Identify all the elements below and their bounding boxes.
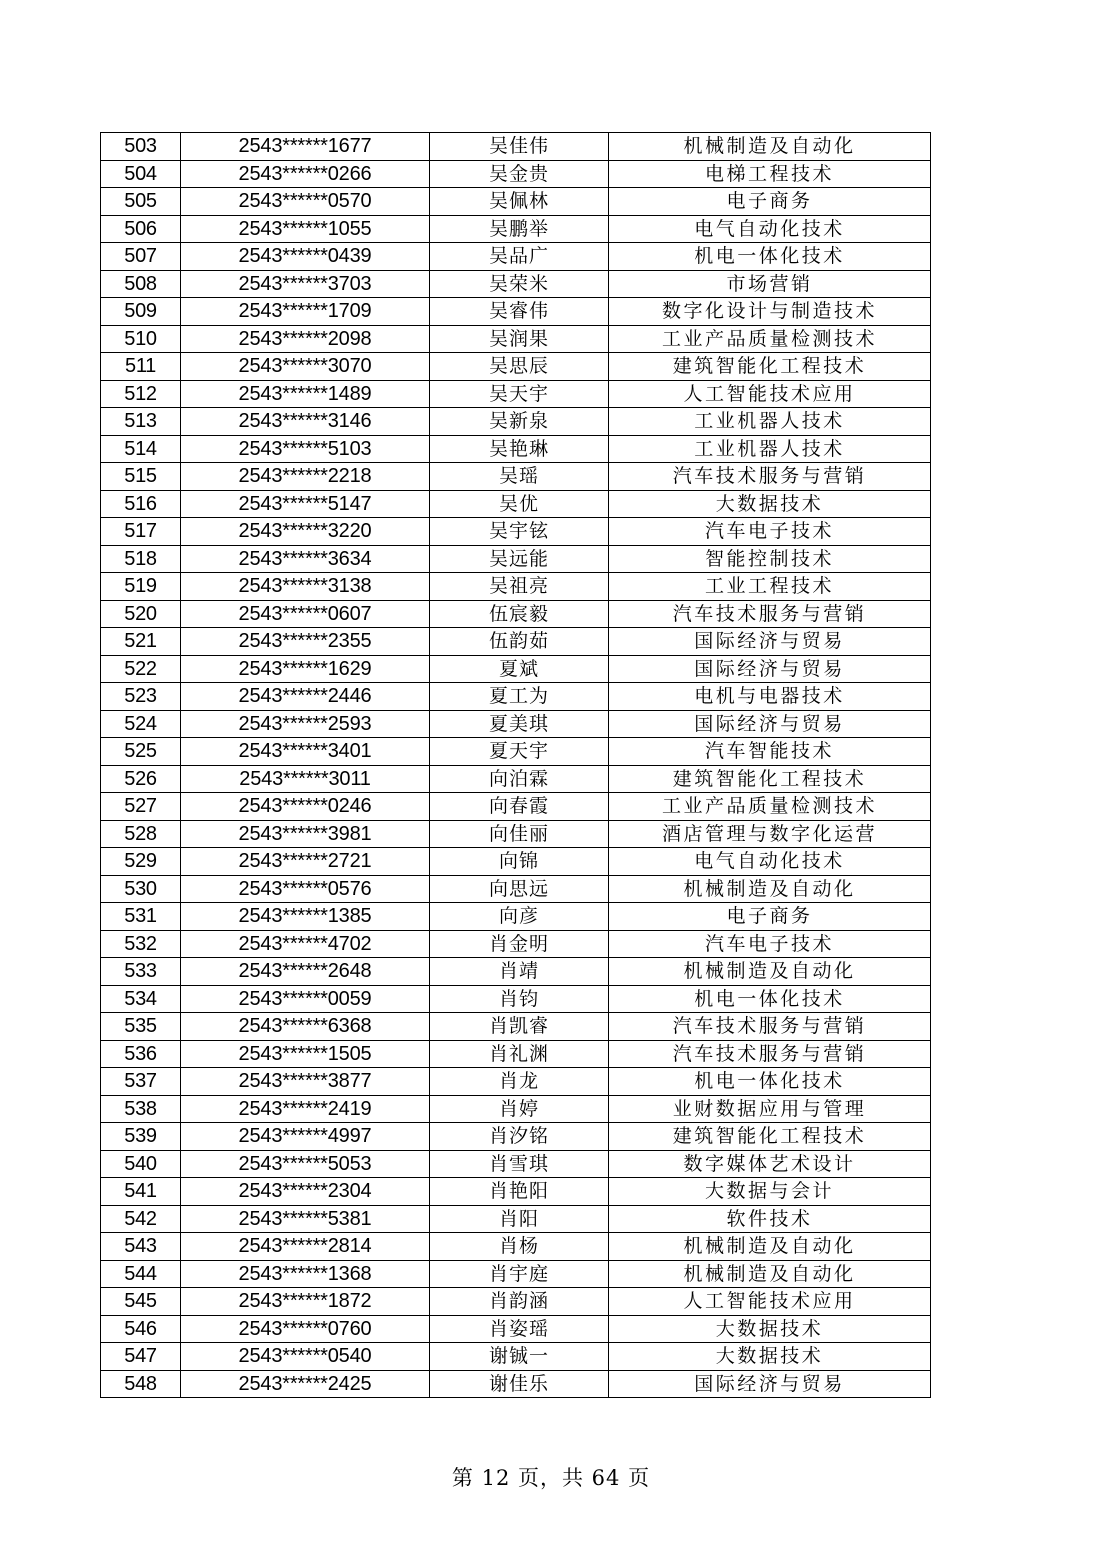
table-row <box>101 793 931 821</box>
row-number-cell: 510 <box>101 325 181 353</box>
row-number-cell: 533 <box>101 958 181 986</box>
row-number-cell: 538 <box>101 1095 181 1123</box>
table-row <box>101 600 931 628</box>
name-cell: 谢佳乐 <box>430 1370 609 1398</box>
major-cell: 电气自动化技术 <box>609 848 931 876</box>
table-row <box>101 215 931 243</box>
major-cell: 机械制造及自动化 <box>609 133 931 161</box>
major-cell: 大数据技术 <box>609 490 931 518</box>
id-number-cell: 2543******5053 <box>181 1150 430 1178</box>
id-number-cell: 2543******6368 <box>181 1013 430 1041</box>
id-number-cell: 2543******3401 <box>181 738 430 766</box>
row-number-cell: 524 <box>101 710 181 738</box>
id-number-cell: 2543******4997 <box>181 1123 430 1151</box>
major-cell: 电子商务 <box>609 188 931 216</box>
name-cell: 肖艳阳 <box>430 1178 609 1206</box>
id-number-cell: 2543******2419 <box>181 1095 430 1123</box>
name-cell: 谢铖一 <box>430 1343 609 1371</box>
id-number-cell: 2543******0266 <box>181 160 430 188</box>
row-number-cell: 505 <box>101 188 181 216</box>
table-row <box>101 1370 931 1398</box>
table-row <box>101 1233 931 1261</box>
table-row <box>101 1068 931 1096</box>
table-row <box>101 1288 931 1316</box>
major-cell: 汽车电子技术 <box>609 930 931 958</box>
row-number-cell: 517 <box>101 518 181 546</box>
id-number-cell: 2543******2425 <box>181 1370 430 1398</box>
major-cell: 数字化设计与制造技术 <box>609 298 931 326</box>
name-cell: 肖汐铭 <box>430 1123 609 1151</box>
major-cell: 电气自动化技术 <box>609 215 931 243</box>
id-number-cell: 2543******1368 <box>181 1260 430 1288</box>
id-number-cell: 2543******0760 <box>181 1315 430 1343</box>
name-cell: 向佳丽 <box>430 820 609 848</box>
table-row <box>101 1205 931 1233</box>
major-cell: 电梯工程技术 <box>609 160 931 188</box>
major-cell: 电子商务 <box>609 903 931 931</box>
roster-table <box>100 132 931 1398</box>
major-cell: 机械制造及自动化 <box>609 875 931 903</box>
major-cell: 汽车技术服务与营销 <box>609 463 931 491</box>
row-number-cell: 547 <box>101 1343 181 1371</box>
id-number-cell: 2543******2446 <box>181 683 430 711</box>
name-cell: 吴新泉 <box>430 408 609 436</box>
id-number-cell: 2543******0246 <box>181 793 430 821</box>
name-cell: 吴优 <box>430 490 609 518</box>
table-row <box>101 325 931 353</box>
row-number-cell: 508 <box>101 270 181 298</box>
major-cell: 机械制造及自动化 <box>609 1260 931 1288</box>
row-number-cell: 515 <box>101 463 181 491</box>
major-cell: 机电一体化技术 <box>609 243 931 271</box>
row-number-cell: 542 <box>101 1205 181 1233</box>
row-number-cell: 541 <box>101 1178 181 1206</box>
major-cell: 机电一体化技术 <box>609 1068 931 1096</box>
table-row <box>101 985 931 1013</box>
name-cell: 夏工为 <box>430 683 609 711</box>
major-cell: 工业产品质量检测技术 <box>609 793 931 821</box>
row-number-cell: 504 <box>101 160 181 188</box>
name-cell: 肖阳 <box>430 1205 609 1233</box>
table-row <box>101 820 931 848</box>
name-cell: 向彦 <box>430 903 609 931</box>
table-row <box>101 573 931 601</box>
name-cell: 肖金明 <box>430 930 609 958</box>
row-number-cell: 532 <box>101 930 181 958</box>
name-cell: 肖靖 <box>430 958 609 986</box>
name-cell: 向春霞 <box>430 793 609 821</box>
name-cell: 肖姿瑶 <box>430 1315 609 1343</box>
name-cell: 肖韵涵 <box>430 1288 609 1316</box>
name-cell: 肖雪琪 <box>430 1150 609 1178</box>
name-cell: 吴佩林 <box>430 188 609 216</box>
id-number-cell: 2543******2593 <box>181 710 430 738</box>
major-cell: 国际经济与贸易 <box>609 628 931 656</box>
name-cell: 肖婷 <box>430 1095 609 1123</box>
row-number-cell: 507 <box>101 243 181 271</box>
id-number-cell: 2543******1505 <box>181 1040 430 1068</box>
name-cell: 吴瑶 <box>430 463 609 491</box>
row-number-cell: 540 <box>101 1150 181 1178</box>
table-row <box>101 1150 931 1178</box>
name-cell: 肖钧 <box>430 985 609 1013</box>
row-number-cell: 529 <box>101 848 181 876</box>
id-number-cell: 2543******3877 <box>181 1068 430 1096</box>
row-number-cell: 519 <box>101 573 181 601</box>
id-number-cell: 2543******1055 <box>181 215 430 243</box>
table-row <box>101 380 931 408</box>
name-cell: 吴艳琳 <box>430 435 609 463</box>
row-number-cell: 537 <box>101 1068 181 1096</box>
major-cell: 数字媒体艺术设计 <box>609 1150 931 1178</box>
table-row <box>101 765 931 793</box>
id-number-cell: 2543******3220 <box>181 518 430 546</box>
row-number-cell: 543 <box>101 1233 181 1261</box>
major-cell: 市场营销 <box>609 270 931 298</box>
major-cell: 工业机器人技术 <box>609 408 931 436</box>
id-number-cell: 2543******2814 <box>181 1233 430 1261</box>
major-cell: 工业产品质量检测技术 <box>609 325 931 353</box>
row-number-cell: 520 <box>101 600 181 628</box>
name-cell: 伍宸毅 <box>430 600 609 628</box>
id-number-cell: 2543******2304 <box>181 1178 430 1206</box>
table-row <box>101 1123 931 1151</box>
name-cell: 肖龙 <box>430 1068 609 1096</box>
row-number-cell: 526 <box>101 765 181 793</box>
table-row <box>101 1095 931 1123</box>
major-cell: 工业工程技术 <box>609 573 931 601</box>
row-number-cell: 522 <box>101 655 181 683</box>
row-number-cell: 523 <box>101 683 181 711</box>
table-row <box>101 545 931 573</box>
table-row <box>101 1260 931 1288</box>
row-number-cell: 514 <box>101 435 181 463</box>
row-number-cell: 539 <box>101 1123 181 1151</box>
name-cell: 吴远能 <box>430 545 609 573</box>
major-cell: 汽车电子技术 <box>609 518 931 546</box>
id-number-cell: 2543******2218 <box>181 463 430 491</box>
id-number-cell: 2543******1385 <box>181 903 430 931</box>
major-cell: 电机与电器技术 <box>609 683 931 711</box>
table-row <box>101 353 931 381</box>
id-number-cell: 2543******5147 <box>181 490 430 518</box>
id-number-cell: 2543******2721 <box>181 848 430 876</box>
name-cell: 吴鹏举 <box>430 215 609 243</box>
table-row <box>101 270 931 298</box>
table-row <box>101 930 931 958</box>
name-cell: 吴思辰 <box>430 353 609 381</box>
major-cell: 国际经济与贸易 <box>609 710 931 738</box>
id-number-cell: 2543******3011 <box>181 765 430 793</box>
id-number-cell: 2543******4702 <box>181 930 430 958</box>
table-row <box>101 1178 931 1206</box>
row-number-cell: 516 <box>101 490 181 518</box>
table-row <box>101 655 931 683</box>
roster-table-body <box>101 133 931 1398</box>
name-cell: 夏斌 <box>430 655 609 683</box>
major-cell: 大数据与会计 <box>609 1178 931 1206</box>
id-number-cell: 2543******3634 <box>181 545 430 573</box>
page-footer: 第 12 页，共 64 页 <box>451 1466 651 1490</box>
id-number-cell: 2543******1677 <box>181 133 430 161</box>
table-row <box>101 848 931 876</box>
table-row <box>101 133 931 161</box>
major-cell: 人工智能技术应用 <box>609 380 931 408</box>
major-cell: 大数据技术 <box>609 1315 931 1343</box>
name-cell: 吴宇铉 <box>430 518 609 546</box>
major-cell: 机械制造及自动化 <box>609 958 931 986</box>
row-number-cell: 531 <box>101 903 181 931</box>
table-row <box>101 903 931 931</box>
table-row <box>101 628 931 656</box>
table-row <box>101 435 931 463</box>
row-number-cell: 509 <box>101 298 181 326</box>
id-number-cell: 2543******2648 <box>181 958 430 986</box>
name-cell: 向锦 <box>430 848 609 876</box>
id-number-cell: 2543******1489 <box>181 380 430 408</box>
major-cell: 建筑智能化工程技术 <box>609 353 931 381</box>
id-number-cell: 2543******3138 <box>181 573 430 601</box>
major-cell: 机械制造及自动化 <box>609 1233 931 1261</box>
table-row <box>101 875 931 903</box>
name-cell: 吴润果 <box>430 325 609 353</box>
major-cell: 酒店管理与数字化运营 <box>609 820 931 848</box>
name-cell: 向思远 <box>430 875 609 903</box>
name-cell: 吴荣米 <box>430 270 609 298</box>
table-row <box>101 160 931 188</box>
id-number-cell: 2543******5381 <box>181 1205 430 1233</box>
id-number-cell: 2543******2098 <box>181 325 430 353</box>
row-number-cell: 512 <box>101 380 181 408</box>
id-number-cell: 2543******2355 <box>181 628 430 656</box>
table-row <box>101 518 931 546</box>
row-number-cell: 513 <box>101 408 181 436</box>
row-number-cell: 525 <box>101 738 181 766</box>
id-number-cell: 2543******3070 <box>181 353 430 381</box>
id-number-cell: 2543******3703 <box>181 270 430 298</box>
row-number-cell: 511 <box>101 353 181 381</box>
table-row <box>101 738 931 766</box>
major-cell: 汽车智能技术 <box>609 738 931 766</box>
major-cell: 汽车技术服务与营销 <box>609 1040 931 1068</box>
table-row <box>101 683 931 711</box>
id-number-cell: 2543******0439 <box>181 243 430 271</box>
row-number-cell: 534 <box>101 985 181 1013</box>
table-row <box>101 958 931 986</box>
major-cell: 国际经济与贸易 <box>609 655 931 683</box>
major-cell: 建筑智能化工程技术 <box>609 1123 931 1151</box>
table-row <box>101 463 931 491</box>
table-row <box>101 1315 931 1343</box>
name-cell: 向泊霖 <box>430 765 609 793</box>
table-row <box>101 408 931 436</box>
name-cell: 吴佳伟 <box>430 133 609 161</box>
id-number-cell: 2543******0540 <box>181 1343 430 1371</box>
name-cell: 吴睿伟 <box>430 298 609 326</box>
table-row <box>101 243 931 271</box>
major-cell: 软件技术 <box>609 1205 931 1233</box>
id-number-cell: 2543******0059 <box>181 985 430 1013</box>
table-row <box>101 710 931 738</box>
name-cell: 肖礼渊 <box>430 1040 609 1068</box>
row-number-cell: 506 <box>101 215 181 243</box>
row-number-cell: 546 <box>101 1315 181 1343</box>
table-row <box>101 1013 931 1041</box>
name-cell: 伍韵茹 <box>430 628 609 656</box>
major-cell: 智能控制技术 <box>609 545 931 573</box>
name-cell: 吴金贵 <box>430 160 609 188</box>
name-cell: 夏天宇 <box>430 738 609 766</box>
id-number-cell: 2543******3981 <box>181 820 430 848</box>
name-cell: 吴天宇 <box>430 380 609 408</box>
major-cell: 人工智能技术应用 <box>609 1288 931 1316</box>
table-row <box>101 1040 931 1068</box>
id-number-cell: 2543******1629 <box>181 655 430 683</box>
table-row <box>101 188 931 216</box>
id-number-cell: 2543******5103 <box>181 435 430 463</box>
row-number-cell: 503 <box>101 133 181 161</box>
major-cell: 工业机器人技术 <box>609 435 931 463</box>
row-number-cell: 530 <box>101 875 181 903</box>
row-number-cell: 548 <box>101 1370 181 1398</box>
name-cell: 吴祖亮 <box>430 573 609 601</box>
major-cell: 机电一体化技术 <box>609 985 931 1013</box>
major-cell: 汽车技术服务与营销 <box>609 1013 931 1041</box>
row-number-cell: 521 <box>101 628 181 656</box>
id-number-cell: 2543******0576 <box>181 875 430 903</box>
id-number-cell: 2543******0570 <box>181 188 430 216</box>
row-number-cell: 535 <box>101 1013 181 1041</box>
table-row <box>101 298 931 326</box>
row-number-cell: 544 <box>101 1260 181 1288</box>
major-cell: 汽车技术服务与营销 <box>609 600 931 628</box>
major-cell: 建筑智能化工程技术 <box>609 765 931 793</box>
row-number-cell: 518 <box>101 545 181 573</box>
name-cell: 吴品广 <box>430 243 609 271</box>
major-cell: 业财数据应用与管理 <box>609 1095 931 1123</box>
table-row <box>101 490 931 518</box>
id-number-cell: 2543******1872 <box>181 1288 430 1316</box>
row-number-cell: 545 <box>101 1288 181 1316</box>
name-cell: 肖凯睿 <box>430 1013 609 1041</box>
table-row <box>101 1343 931 1371</box>
id-number-cell: 2543******3146 <box>181 408 430 436</box>
id-number-cell: 2543******0607 <box>181 600 430 628</box>
major-cell: 大数据技术 <box>609 1343 931 1371</box>
row-number-cell: 536 <box>101 1040 181 1068</box>
major-cell: 国际经济与贸易 <box>609 1370 931 1398</box>
row-number-cell: 528 <box>101 820 181 848</box>
row-number-cell: 527 <box>101 793 181 821</box>
id-number-cell: 2543******1709 <box>181 298 430 326</box>
name-cell: 肖宇庭 <box>430 1260 609 1288</box>
name-cell: 肖杨 <box>430 1233 609 1261</box>
name-cell: 夏美琪 <box>430 710 609 738</box>
